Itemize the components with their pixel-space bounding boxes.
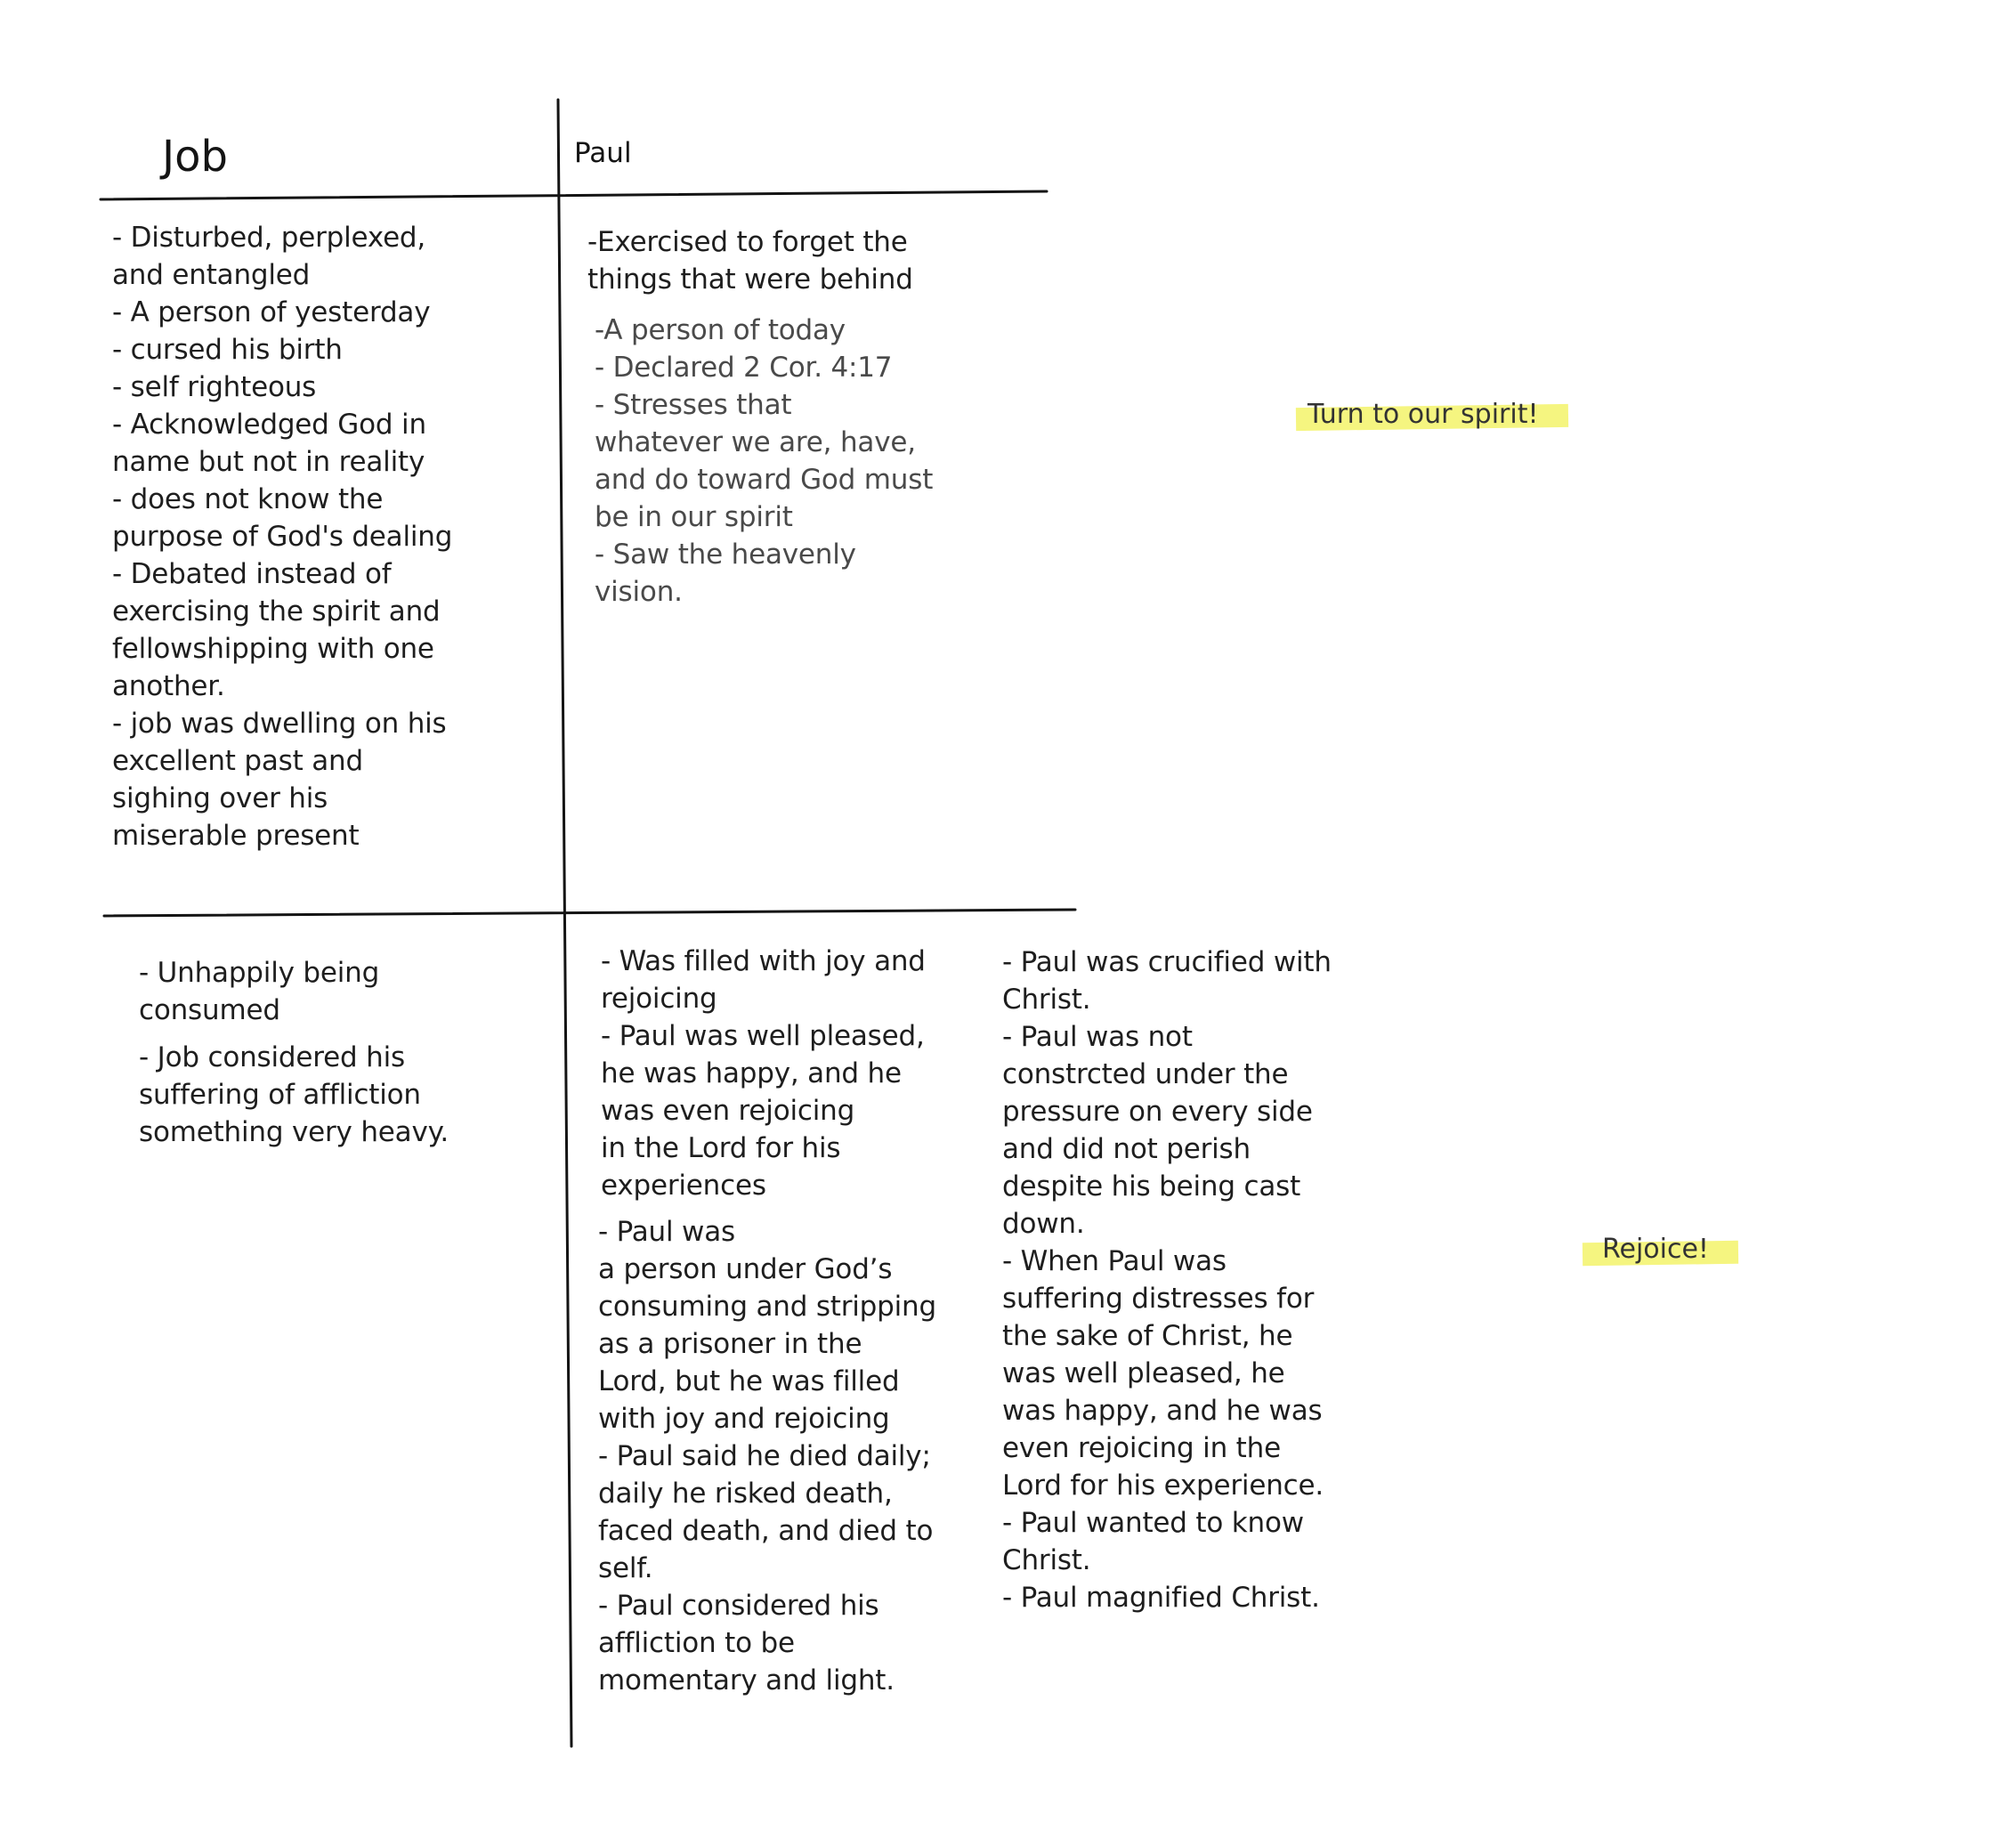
- note-line: affliction to be: [598, 1627, 795, 1659]
- note-line: purpose of God's dealing: [112, 521, 453, 553]
- vertical-divider: [558, 100, 571, 1746]
- middle-horizontal-divider: [104, 910, 1075, 916]
- note-line: faced death, and died to: [598, 1515, 934, 1547]
- note-line: - cursed his birth: [112, 334, 343, 366]
- note-line: rejoicing: [601, 983, 717, 1015]
- top-horizontal-divider: [101, 191, 1047, 199]
- note-line: -A person of today: [595, 314, 846, 346]
- note-line: Lord for his experience.: [1002, 1470, 1324, 1502]
- note-line: as a prisoner in the: [598, 1328, 862, 1360]
- note-line: -Exercised to forget the: [587, 226, 908, 258]
- note-line: despite his being cast: [1002, 1170, 1301, 1202]
- note-line: miserable present: [112, 820, 360, 852]
- note-line: was even rejoicing: [601, 1095, 855, 1127]
- note-line: constrcted under the: [1002, 1058, 1289, 1090]
- job-bottom-notes-a: [139, 954, 379, 1029]
- job-heading: Job: [162, 132, 228, 182]
- note-line: the sake of Christ, he: [1002, 1320, 1293, 1352]
- note-line: Christ.: [1002, 1544, 1091, 1576]
- note-line: excellent past and: [112, 745, 363, 777]
- note-line: in the Lord for his: [601, 1132, 841, 1164]
- turn-to-spirit-note: Turn to our spirit!: [1308, 399, 1539, 430]
- note-line: - Unhappily being: [139, 957, 380, 989]
- note-line: sighing over his: [112, 782, 328, 814]
- paul-top-notes-b: [595, 312, 933, 611]
- note-line: suffering of affliction: [139, 1079, 421, 1111]
- note-line: - Saw the heavenly: [595, 538, 856, 571]
- note-line: - Paul was: [598, 1216, 735, 1248]
- note-line: a person under God’s: [598, 1253, 893, 1285]
- note-line: - A person of yesterday: [112, 296, 431, 328]
- note-line: fellowshipping with one: [112, 633, 434, 665]
- note-line: - Paul considered his: [598, 1590, 879, 1622]
- paul-heading: Paul: [574, 137, 632, 169]
- note-line: vision.: [595, 576, 683, 608]
- note-line: pressure on every side: [1002, 1096, 1313, 1128]
- note-line: Lord, but he was filled: [598, 1365, 900, 1397]
- note-line: with joy and rejoicing: [598, 1403, 890, 1435]
- note-line: daily he risked death,: [598, 1478, 893, 1510]
- note-line: exercising the spirit and: [112, 595, 441, 628]
- paul-bottom-notes-a: [601, 943, 926, 1204]
- note-line: even rejoicing in the: [1002, 1432, 1281, 1464]
- note-line: and entangled: [112, 259, 311, 291]
- paul-bottom-notes-c: [1002, 943, 1332, 1616]
- note-line: - When Paul was: [1002, 1245, 1227, 1277]
- note-line: consumed: [139, 994, 280, 1026]
- paul-bottom-notes-b: [598, 1213, 936, 1699]
- note-line: he was happy, and he: [601, 1057, 902, 1089]
- note-line: and do toward God must: [595, 464, 934, 496]
- paul-top-notes-a: [587, 223, 913, 298]
- note-line: - job was dwelling on his: [112, 708, 447, 740]
- note-line: consuming and stripping: [598, 1291, 936, 1323]
- note-line: - Paul was not: [1002, 1021, 1193, 1053]
- note-line: Christ.: [1002, 984, 1091, 1016]
- note-line: whatever we are, have,: [595, 426, 916, 458]
- note-line: momentary and light.: [598, 1664, 895, 1696]
- note-line: - Job considered his: [139, 1041, 405, 1073]
- note-line: - Paul was well pleased,: [601, 1020, 925, 1052]
- rejoice-note: Rejoice!: [1602, 1234, 1709, 1265]
- note-line: - Disturbed, perplexed,: [112, 222, 426, 254]
- note-line: - Paul said he died daily;: [598, 1440, 931, 1472]
- note-line: - Debated instead of: [112, 558, 392, 590]
- note-line: was happy, and he was: [1002, 1395, 1323, 1427]
- note-line: something very heavy.: [139, 1116, 449, 1148]
- note-line: and did not perish: [1002, 1133, 1251, 1165]
- note-line: - Was filled with joy and: [601, 945, 926, 977]
- note-line: experiences: [601, 1170, 766, 1202]
- note-line: name but not in reality: [112, 446, 425, 478]
- note-line: - Paul magnified Christ.: [1002, 1582, 1320, 1614]
- note-line: - Paul wanted to know: [1002, 1507, 1304, 1539]
- note-line: - Acknowledged God in: [112, 409, 426, 441]
- job-top-notes: [112, 219, 452, 854]
- note-line: down.: [1002, 1208, 1085, 1240]
- note-line: suffering distresses for: [1002, 1283, 1315, 1315]
- note-line: - does not know the: [112, 483, 384, 515]
- note-line: self.: [598, 1552, 653, 1584]
- note-line: - Stresses that: [595, 389, 792, 421]
- note-line: things that were behind: [587, 263, 913, 296]
- note-line: - Paul was crucified with: [1002, 946, 1332, 978]
- note-line: be in our spirit: [595, 501, 793, 533]
- note-line: - self righteous: [112, 371, 317, 403]
- note-line: - Declared 2 Cor. 4:17: [595, 352, 893, 384]
- note-line: was well pleased, he: [1002, 1357, 1285, 1389]
- job-bottom-notes-b: [139, 1039, 449, 1151]
- note-line: another.: [112, 670, 225, 702]
